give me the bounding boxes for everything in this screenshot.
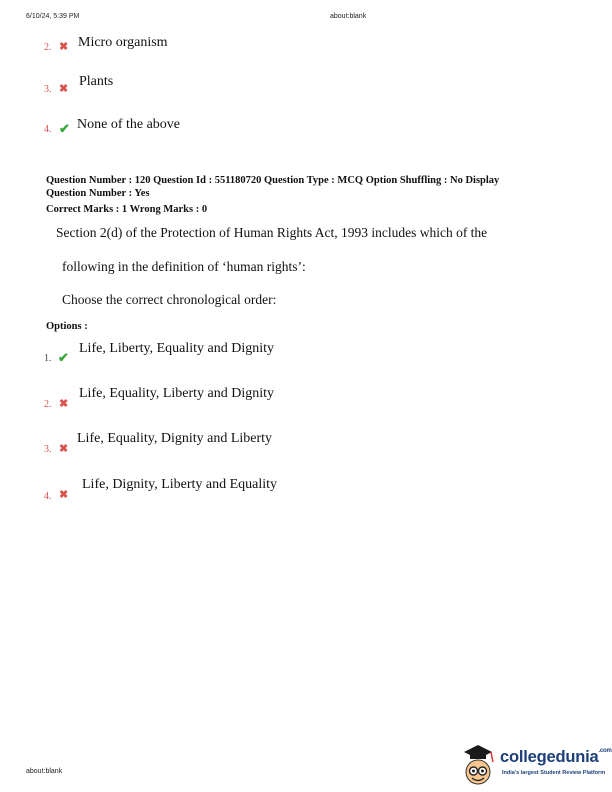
option-number: 4. (44, 124, 52, 135)
option-text: Life, Equality, Liberty and Dignity (79, 386, 275, 401)
cross-icon: ✖ (59, 489, 69, 501)
logo-wordmark: collegedunia$^{.com}$ (500, 748, 612, 766)
option-text: None of the above (77, 117, 181, 132)
cross-icon: ✖ (59, 443, 69, 455)
check-icon: ✔ (59, 121, 70, 136)
option-text: Life, Dignity, Liberty and Equality (82, 477, 278, 492)
question-text-line-2: following in the definition of ‘human rights’: (62, 259, 306, 274)
option-number: 1. (44, 353, 52, 364)
options-label: Options : (46, 321, 88, 332)
question-text-line-1: Section 2(d) of the Protection of Human Rights Act, 1993 includes which of the (56, 225, 488, 240)
print-page-title: about:blank (330, 13, 367, 20)
option-text: Life, Liberty, Equality and Dignity (79, 341, 275, 356)
cross-icon: ✖ (59, 83, 69, 95)
option-number: 3. (44, 444, 52, 455)
cross-icon: ✖ (59, 398, 69, 410)
option-text: Micro organism (78, 35, 168, 50)
question-meta (46, 174, 499, 216)
option-number: 2. (44, 42, 52, 53)
option-number: 4. (44, 491, 52, 502)
option-number: 3. (44, 84, 52, 95)
logo-tagline: India's largest Student Review Platform (502, 770, 606, 776)
option-number: 2. (44, 399, 52, 410)
option-text: Life, Equality, Dignity and Liberty (77, 431, 273, 446)
print-datetime: 6/10/24, 5:39 PM (26, 13, 80, 20)
question-meta-line-2: Question Number : Yes (46, 188, 150, 199)
question-meta-line-1: Question Number : 120 Question Id : 551180720 Question Type : MCQ Option Shuffling : No Display (46, 175, 500, 186)
question-meta-line-3: Correct Marks : 1 Wrong Marks : 0 (46, 204, 208, 215)
option-text: Plants (79, 74, 114, 89)
collegedunia-logo (460, 742, 610, 790)
cross-icon: ✖ (59, 41, 69, 53)
question-text-line-3: Choose the correct chronological order: (62, 292, 277, 307)
print-footer-url: about:blank (26, 768, 63, 775)
check-icon: ✔ (58, 350, 69, 365)
mascot-icon (460, 742, 500, 790)
